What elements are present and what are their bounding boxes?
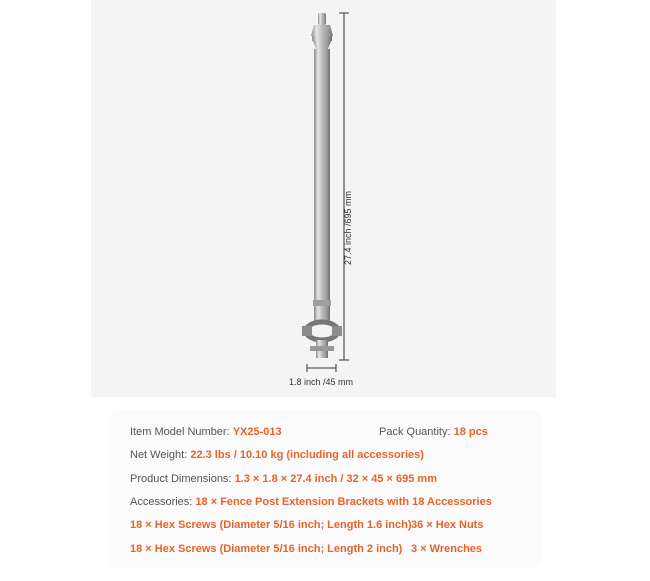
post-bracket xyxy=(302,322,342,358)
net-weight-value: 22.3 lbs / 10.10 kg (including all accessories) xyxy=(190,449,424,461)
post-shaft xyxy=(314,49,330,321)
post-finial xyxy=(311,13,333,49)
dimensions-value: 1.3 × 1.8 × 27.4 inch / 32 × 45 × 695 mm xyxy=(234,473,437,485)
accessories-row xyxy=(130,496,492,508)
height-dimension-line xyxy=(339,13,349,360)
dimensions-label: Product Dimensions: xyxy=(130,473,232,485)
dimensions-row xyxy=(130,473,437,485)
pack-quantity-value: 18 pcs xyxy=(453,426,488,438)
item-model-row xyxy=(130,426,282,438)
net-weight-row xyxy=(130,449,424,461)
pack-quantity-row xyxy=(379,426,488,438)
wrenches-line: 3 × Wrenches xyxy=(411,543,483,555)
width-dimension-label: 1.8 inch /45 mm xyxy=(288,377,354,387)
accessories-label: Accessories: xyxy=(130,496,193,508)
item-model-value: YX25-013 xyxy=(232,426,282,438)
height-dimension-label: 27.4 inch /695 mm xyxy=(343,190,353,266)
accessories-value: 18 × Fence Post Extension Brackets with 18 Accessories xyxy=(195,496,492,508)
item-model-label: Item Model Number: xyxy=(130,426,230,438)
net-weight-label: Net Weight: xyxy=(130,449,188,461)
width-dimension-line xyxy=(307,364,336,372)
hex-nuts-line: 36 × Hex Nuts xyxy=(411,519,484,531)
hex-screws-short-line: 18 × Hex Screws (Diameter 5/16 inch; Length 1.6 inch) xyxy=(130,519,412,531)
hex-screws-long-line: 18 × Hex Screws (Diameter 5/16 inch; Length 2 inch) xyxy=(130,543,403,555)
pack-quantity-label: Pack Quantity: xyxy=(379,426,451,438)
